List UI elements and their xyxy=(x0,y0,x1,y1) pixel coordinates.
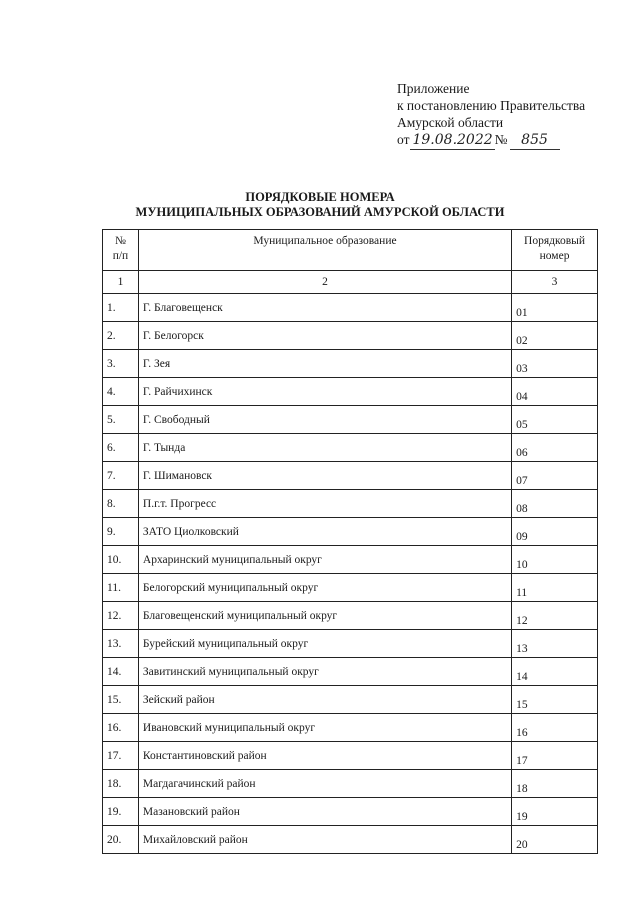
municipality-name: Белогорский муниципальный округ xyxy=(138,574,511,602)
column-number: 1 xyxy=(103,271,139,294)
row-number: 1. xyxy=(103,294,139,322)
header-number-line2: п/п xyxy=(112,250,129,262)
header-order xyxy=(512,230,598,271)
municipality-name: Г. Райчихинск xyxy=(138,378,511,406)
order-code: 07 xyxy=(512,462,598,490)
municipality-name: Ивановский муниципальный округ xyxy=(138,714,511,742)
row-number: 8. xyxy=(103,490,139,518)
order-code: 01 xyxy=(512,294,598,322)
column-number: 3 xyxy=(512,271,598,294)
table-row xyxy=(103,378,598,406)
municipality-name: Г. Тында xyxy=(138,434,511,462)
header-entity: Муниципальное образование xyxy=(138,230,511,271)
table-row xyxy=(103,490,598,518)
order-code: 11 xyxy=(512,574,598,602)
table-row xyxy=(103,546,598,574)
from-label: от xyxy=(397,132,410,147)
region-name: Амурской области xyxy=(397,115,504,130)
header-number-line1: № xyxy=(114,235,126,247)
order-code: 06 xyxy=(512,434,598,462)
municipality-name: ЗАТО Циолковский xyxy=(138,518,511,546)
municipality-name: Г. Белогорск xyxy=(138,322,511,350)
table-row xyxy=(103,630,598,658)
table-row xyxy=(103,462,598,490)
order-code: 02 xyxy=(512,322,598,350)
row-number: 11. xyxy=(103,574,139,602)
title-line-2: МУНИЦИПАЛЬНЫХ ОБРАЗОВАНИЙ АМУРСКОЙ ОБЛАСТИ xyxy=(135,205,505,219)
date-number-line xyxy=(397,131,585,150)
number-label: № xyxy=(494,132,508,147)
municipality-name: Завитинский муниципальный округ xyxy=(138,658,511,686)
municipality-name: П.г.т. Прогресс xyxy=(138,490,511,518)
municipality-name: Архаринский муниципальный округ xyxy=(138,546,511,574)
table-row xyxy=(103,574,598,602)
order-code: 05 xyxy=(512,406,598,434)
municipality-name: Г. Свободный xyxy=(138,406,511,434)
table-row xyxy=(103,406,598,434)
municipality-name: Зейский район xyxy=(138,686,511,714)
row-number: 14. xyxy=(103,658,139,686)
municipality-name: Г. Благовещенск xyxy=(138,294,511,322)
table-row xyxy=(103,658,598,686)
title-line-1: ПОРЯДКОВЫЕ НОМЕРА xyxy=(245,190,395,204)
row-number: 18. xyxy=(103,770,139,798)
order-code: 09 xyxy=(512,518,598,546)
row-number: 4. xyxy=(103,378,139,406)
table-row xyxy=(103,770,598,798)
order-code: 13 xyxy=(512,630,598,658)
order-code: 08 xyxy=(512,490,598,518)
header-order-line1: Порядковый xyxy=(524,235,586,247)
municipality-name: Бурейский муниципальный округ xyxy=(138,630,511,658)
municipality-name: Михайловский район xyxy=(138,826,511,854)
table-row xyxy=(103,714,598,742)
header-order-line2: номер xyxy=(539,250,570,262)
row-number: 17. xyxy=(103,742,139,770)
table-row xyxy=(103,350,598,378)
table-row xyxy=(103,434,598,462)
municipality-name: Мазановский район xyxy=(138,798,511,826)
order-code: 17 xyxy=(512,742,598,770)
resolution-reference: к постановлению Правительства xyxy=(397,98,586,113)
order-code: 04 xyxy=(512,378,598,406)
order-code: 14 xyxy=(512,658,598,686)
column-number: 2 xyxy=(138,271,511,294)
table-row xyxy=(103,518,598,546)
appendix-header xyxy=(397,80,585,150)
order-code: 03 xyxy=(512,350,598,378)
order-code: 19 xyxy=(512,798,598,826)
row-number: 16. xyxy=(103,714,139,742)
column-number-row xyxy=(103,271,598,294)
row-number: 5. xyxy=(103,406,139,434)
row-number: 6. xyxy=(103,434,139,462)
row-number: 3. xyxy=(103,350,139,378)
table-row xyxy=(103,798,598,826)
table-row xyxy=(103,826,598,854)
municipality-name: Константиновский район xyxy=(138,742,511,770)
row-number: 13. xyxy=(103,630,139,658)
document-title xyxy=(0,190,640,220)
row-number: 7. xyxy=(103,462,139,490)
header-number xyxy=(103,230,139,271)
municipality-name: Магдагачинский район xyxy=(138,770,511,798)
handwritten-date: 19.08.2022 xyxy=(412,132,493,148)
appendix-label: Приложение xyxy=(397,81,470,96)
municipality-name: Г. Шимановск xyxy=(138,462,511,490)
order-code: 18 xyxy=(512,770,598,798)
row-number: 10. xyxy=(103,546,139,574)
table-row xyxy=(103,322,598,350)
order-code: 16 xyxy=(512,714,598,742)
municipality-name: Благовещенский муниципальный округ xyxy=(138,602,511,630)
row-number: 2. xyxy=(103,322,139,350)
table-row xyxy=(103,602,598,630)
row-number: 12. xyxy=(103,602,139,630)
municipality-name: Г. Зея xyxy=(138,350,511,378)
row-number: 15. xyxy=(103,686,139,714)
table-header-row xyxy=(103,230,598,271)
table-row xyxy=(103,686,598,714)
row-number: 9. xyxy=(103,518,139,546)
municipalities-table xyxy=(102,229,598,854)
order-code: 20 xyxy=(512,826,598,854)
row-number: 19. xyxy=(103,798,139,826)
order-code: 12 xyxy=(512,602,598,630)
handwritten-number: 855 xyxy=(510,132,560,150)
order-code: 10 xyxy=(512,546,598,574)
row-number: 20. xyxy=(103,826,139,854)
order-code: 15 xyxy=(512,686,598,714)
table-row xyxy=(103,742,598,770)
table-row xyxy=(103,294,598,322)
